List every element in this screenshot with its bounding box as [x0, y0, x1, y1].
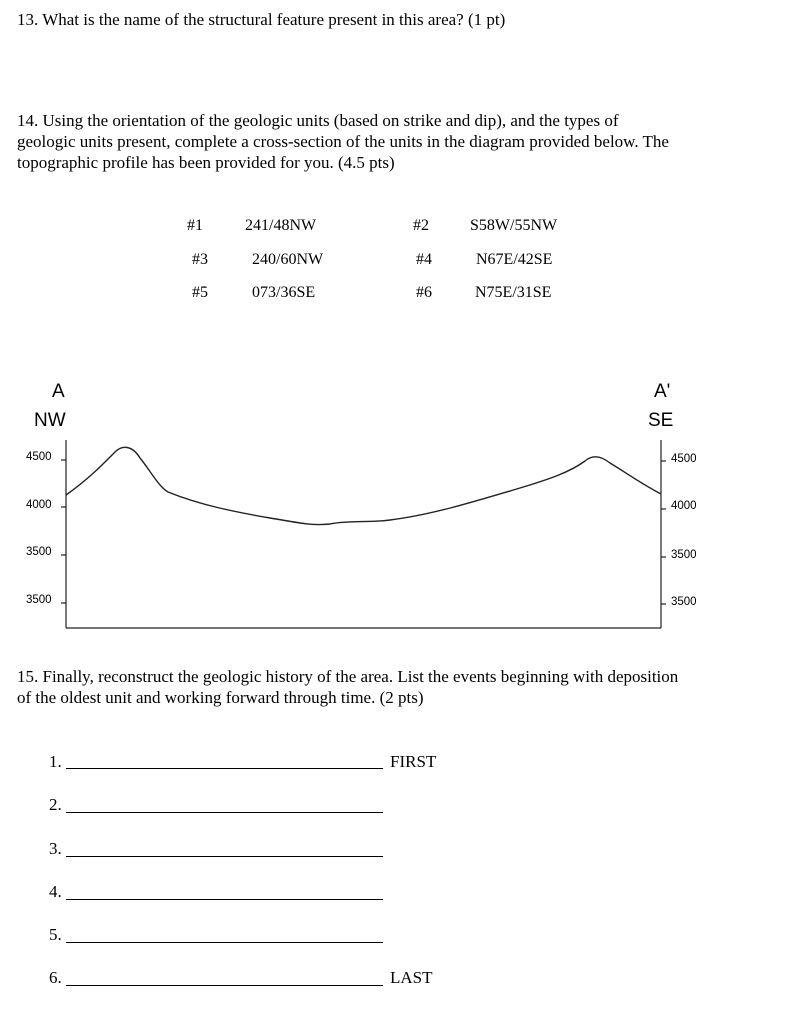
unit-4-label: #4: [416, 251, 432, 268]
left-tick-label: 4500: [26, 451, 52, 463]
question-14-line-3: topographic profile has been provided for you. (4.5 pts): [17, 153, 395, 172]
unit-5-label: #5: [192, 284, 208, 301]
answer-line-6[interactable]: [66, 985, 383, 986]
right-tick-label: 4000: [671, 500, 697, 512]
unit-1-label: #1: [187, 217, 203, 234]
unit-2-label: #2: [413, 217, 429, 234]
left-tick-label: 3500: [26, 546, 52, 558]
unit-3-orientation: 240/60NW: [252, 251, 324, 268]
nw-label: NW: [34, 410, 66, 431]
answer-line-2[interactable]: [66, 812, 383, 813]
question-15-line-2: of the oldest unit and working forward through time. (2 pts): [17, 688, 424, 707]
last-label: LAST: [390, 968, 433, 987]
answer-line-3[interactable]: [66, 856, 383, 857]
topographic-profile: [66, 447, 661, 524]
unit-2-orientation: S58W/55NW: [470, 217, 558, 234]
history-number: 5.: [49, 925, 62, 944]
answer-line-4[interactable]: [66, 899, 383, 900]
answer-line-1[interactable]: [66, 768, 383, 769]
unit-4-orientation: N67E/42SE: [476, 251, 553, 268]
question-14-line-2: geologic units present, complete a cross-section of the units in the diagram provided below. The: [17, 132, 669, 151]
question-13: 13. What is the name of the structural feature present in this area? (1 pt): [17, 10, 506, 29]
unit-5-orientation: 073/36SE: [252, 284, 316, 301]
unit-6-label: #6: [416, 284, 432, 301]
se-label: SE: [648, 410, 674, 431]
right-tick-label: 3500: [671, 549, 697, 561]
a-prime-label: A': [654, 381, 671, 402]
history-number: 1.: [49, 752, 62, 771]
left-tick-label: 3500: [26, 594, 52, 606]
history-number: 6.: [49, 968, 62, 987]
left-tick-label: 4000: [26, 499, 52, 511]
unit-6-orientation: N75E/31SE: [475, 284, 552, 301]
question-14-line-1: 14. Using the orientation of the geologic units (based on strike and dip), and the types of: [17, 111, 619, 130]
question-15-line-1: 15. Finally, reconstruct the geologic history of the area. List the events beginning with deposition: [17, 667, 679, 686]
unit-1-orientation: 241/48NW: [245, 217, 317, 234]
right-tick-label: 3500: [671, 596, 697, 608]
history-number: 3.: [49, 839, 62, 858]
unit-3-label: #3: [192, 251, 208, 268]
history-number: 2.: [49, 795, 62, 814]
answer-line-5[interactable]: [66, 942, 383, 943]
a-label: A: [52, 381, 65, 402]
history-number: 4.: [49, 882, 62, 901]
right-tick-label: 4500: [671, 453, 697, 465]
first-label: FIRST: [390, 752, 437, 771]
